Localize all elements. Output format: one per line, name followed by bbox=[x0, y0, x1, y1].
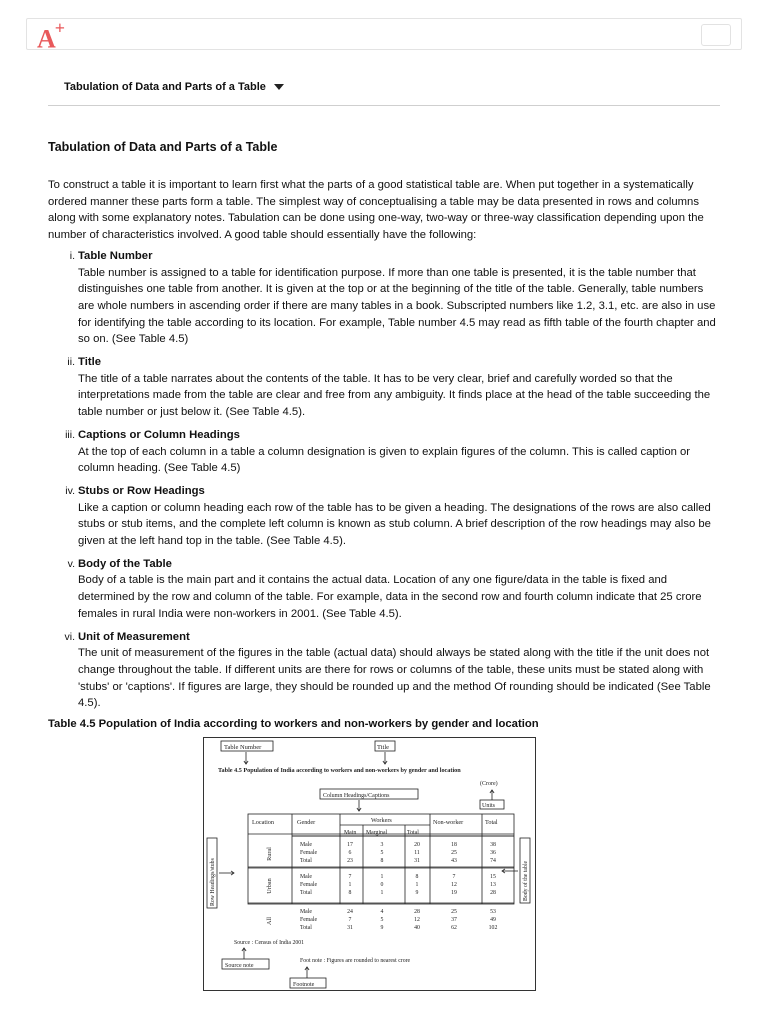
divider bbox=[48, 105, 720, 106]
table-cell: 53 bbox=[490, 909, 496, 915]
table-cell: 24 bbox=[347, 909, 353, 915]
table-diagram bbox=[204, 738, 535, 990]
row-group-2: All bbox=[266, 917, 273, 925]
body-label: Body of the table bbox=[523, 860, 529, 901]
item-number: ii. bbox=[67, 356, 75, 369]
table-cell: 19 bbox=[451, 890, 457, 896]
title-label: Title bbox=[377, 744, 390, 751]
table-cell: Total bbox=[300, 925, 312, 931]
site-logo[interactable]: A+ bbox=[37, 18, 65, 54]
table-cell: 5 bbox=[380, 917, 384, 923]
top-bar bbox=[26, 18, 742, 54]
table-cell: 62 bbox=[451, 925, 457, 931]
table-cell: 49 bbox=[490, 917, 496, 923]
table-cell: 5 bbox=[380, 850, 384, 856]
table-cell: 8 bbox=[415, 874, 419, 880]
units-label: Units bbox=[482, 803, 496, 809]
caret-down-icon bbox=[274, 84, 284, 90]
table-cell: 9 bbox=[380, 925, 384, 931]
header-nonworker: Non-worker bbox=[433, 819, 464, 826]
table-cell: 9 bbox=[415, 890, 419, 896]
table-cell: 7 bbox=[348, 917, 352, 923]
row-group-1: Urban bbox=[266, 878, 273, 894]
list-item bbox=[48, 248, 720, 348]
table-cell: 36 bbox=[490, 850, 496, 856]
item-body: The unit of measurement of the figures in the table (actual data) should always be stated along with the title if the unit does not change throughout the table. If different units are there for rows or columns of the table, these units must be stated along with 'stubs' or 'captions'. If figures are large, they should be rounded up and the method Of rounding should be indicated (See Table 4.5). bbox=[78, 647, 711, 710]
figure-caption: Table 4.5 Population of India according to workers and non-workers by gender and location bbox=[48, 718, 539, 731]
list-item bbox=[48, 354, 720, 421]
table-cell: Male bbox=[300, 909, 312, 915]
table-cell: 1 bbox=[348, 882, 352, 888]
item-heading: Title bbox=[78, 356, 102, 369]
article bbox=[48, 140, 720, 730]
item-heading: Unit of Measurement bbox=[78, 630, 190, 643]
toc-dropdown[interactable] bbox=[64, 81, 284, 93]
table-cell: 0 bbox=[380, 882, 384, 888]
table-cell: 1 bbox=[380, 874, 384, 880]
crore-label: (Crore) bbox=[480, 781, 498, 787]
table-cell: 43 bbox=[451, 858, 457, 864]
table-cell: 25 bbox=[451, 850, 457, 856]
table-cell: 8 bbox=[380, 858, 384, 864]
header-location: Location bbox=[252, 819, 274, 826]
table-cell: Female bbox=[300, 850, 318, 856]
table-figure bbox=[203, 737, 536, 991]
item-number: iii. bbox=[65, 428, 75, 441]
figure-table-title: Table 4.5 Population of India according to workers and non-workers by gender and location bbox=[218, 767, 461, 774]
table-cell: 18 bbox=[451, 842, 457, 848]
table-cell: 3 bbox=[380, 842, 384, 848]
table-cell: 11 bbox=[414, 850, 420, 856]
list-item bbox=[48, 427, 720, 477]
table-cell: 38 bbox=[490, 842, 496, 848]
table-cell: Male bbox=[300, 842, 312, 848]
table-number-label: Table Number bbox=[224, 744, 262, 751]
header-main: Main bbox=[344, 830, 357, 836]
row-headings-label: Row Headings/stubs bbox=[210, 858, 216, 906]
item-heading: Table Number bbox=[78, 249, 153, 262]
table-cell: 23 bbox=[347, 858, 353, 864]
table-cell: 6 bbox=[348, 850, 352, 856]
item-body: Body of a table is the main part and it contains the actual data. Location of any one figure/data in the table is fixed and determined by the row and column of the table. For example, data in the second row and fourth column indicate that 25 crore females in rural India were non-workers in 2001. (See Table 4.5). bbox=[78, 574, 702, 620]
header-marginal: Marginal bbox=[366, 830, 388, 836]
item-heading: Stubs or Row Headings bbox=[78, 484, 205, 497]
row-group-0: Rural bbox=[266, 847, 273, 861]
list-item bbox=[48, 483, 720, 550]
table-cell: 8 bbox=[348, 890, 352, 896]
table-cell: 4 bbox=[380, 909, 384, 915]
table-cell: 12 bbox=[451, 882, 457, 888]
table-cell: Female bbox=[300, 882, 318, 888]
table-cell: 74 bbox=[490, 858, 496, 864]
table-cell: 12 bbox=[414, 917, 420, 923]
source-note-label: Source note bbox=[225, 963, 254, 969]
table-cell: 1 bbox=[415, 882, 419, 888]
table-cell: Total bbox=[300, 890, 312, 896]
table-cell: 17 bbox=[347, 842, 353, 848]
item-number: i. bbox=[69, 249, 75, 262]
table-cell: 28 bbox=[414, 909, 420, 915]
item-number: v. bbox=[67, 557, 75, 570]
header-gender: Gender bbox=[297, 819, 316, 826]
item-body: The title of a table narrates about the contents of the table. It has to be very clear, brief and carefully worded so that the interpretations made from the table are clear and free from any ambiguity. It finds place at the head of the table succeeding the table number or just below it. (See Table 4.5). bbox=[78, 372, 711, 419]
source-text: Source : Census of India 2001 bbox=[234, 940, 305, 946]
list-item bbox=[48, 556, 720, 623]
table-cell: 15 bbox=[490, 874, 496, 880]
table-cell: 20 bbox=[414, 842, 420, 848]
table-cell: 102 bbox=[488, 925, 498, 931]
table-cell: 25 bbox=[451, 909, 457, 915]
item-heading: Captions or Column Headings bbox=[78, 428, 240, 441]
header-grand-total: Total bbox=[485, 819, 498, 826]
table-cell: 7 bbox=[452, 874, 456, 880]
footnote-label: Footnote bbox=[293, 982, 315, 988]
table-cell: 1 bbox=[380, 890, 384, 896]
table-cell: 31 bbox=[347, 925, 353, 931]
table-cell: 7 bbox=[348, 874, 352, 880]
table-cell: Male bbox=[300, 874, 312, 880]
item-body: Like a caption or column heading each row of the table has to be given a heading. The designations of the rows are also called stubs or stub items, and the complete left column is known as stub column. A brief description of the row headings may also be given at the left hand top in the table. (See Table 4.5). bbox=[78, 501, 711, 548]
table-cell: 40 bbox=[414, 925, 420, 931]
table-cell: 31 bbox=[414, 858, 420, 864]
list-item bbox=[48, 629, 720, 713]
item-body: Table number is assigned to a table for identification purpose. If more than one table is presented, it is the table number that distinguishes one table from another. It is given at the top or at the beginning of the title of the table. Generally, table numbers are whole numbers in ascending order if there are many tables in a book. Subscripted numbers like 1.2, 3.1, etc. are also in use for identifying the table according to its location. For example, Table number 4.5 may read as fifth table of the fourth chapter and so on. (See Table 4.5) bbox=[78, 266, 716, 346]
item-number: iv. bbox=[65, 484, 75, 497]
article-title: Tabulation of Data and Parts of a Table bbox=[48, 140, 278, 154]
header-workers: Workers bbox=[371, 817, 392, 824]
table-cell: 13 bbox=[490, 882, 496, 888]
table-cell: Female bbox=[300, 917, 318, 923]
table-cell: 28 bbox=[490, 890, 496, 896]
header-total: Total bbox=[407, 830, 419, 836]
table-cell: Total bbox=[300, 858, 312, 864]
column-headings-label: Column Headings/Captions bbox=[323, 793, 390, 799]
parts-list bbox=[48, 248, 720, 712]
menu-button[interactable] bbox=[701, 24, 731, 46]
item-heading: Body of the Table bbox=[78, 557, 172, 570]
table-cell: 37 bbox=[451, 917, 457, 923]
foot-note-text: Foot note : Figures are rounded to nearest crore bbox=[300, 958, 411, 964]
item-number: vi. bbox=[64, 630, 75, 643]
intro-paragraph: To construct a table it is important to learn first what the parts of a good statistical table are. When put together in a systematically ordered manner these parts form a table. The simplest way of conceptualising a table may be data presented in rows and columns along with some explanatory notes. Tabulation can be done using one-way, two-way or three-way classification depending upon the number of characteristics involved. A good table should essentially have the following: bbox=[48, 179, 704, 242]
toc-label: Tabulation of Data and Parts of a Table bbox=[64, 81, 266, 93]
item-body: At the top of each column in a table a column designation is given to explain figures of the column. This is called caption or column heading. (See Table 4.5) bbox=[78, 445, 691, 475]
